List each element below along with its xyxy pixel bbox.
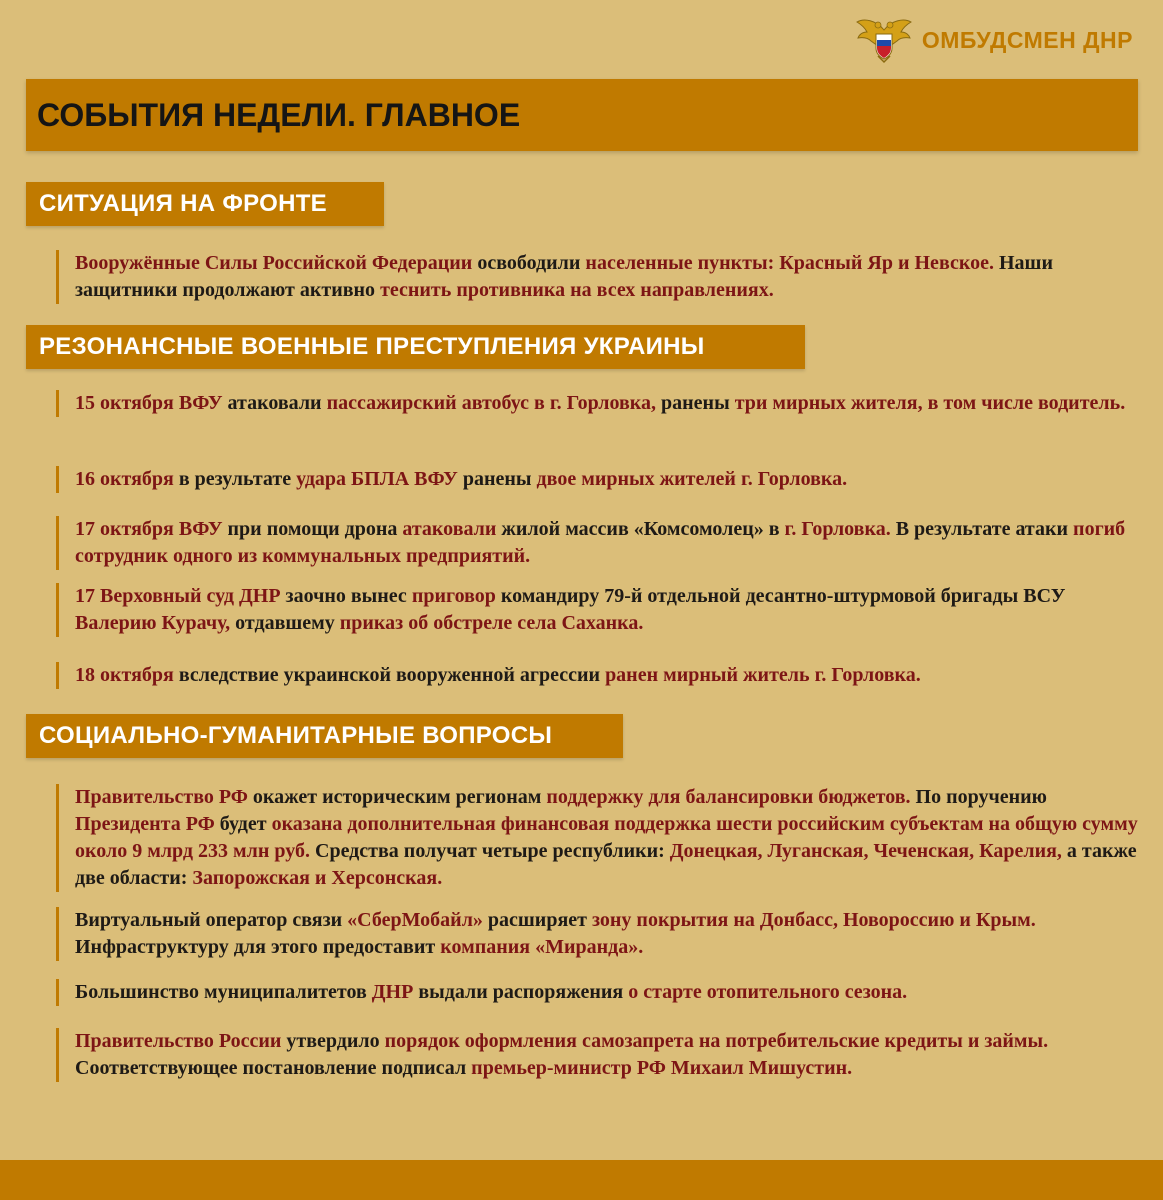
body-text: По поручению [910, 786, 1047, 808]
highlight-text: г. Горловка. [784, 518, 891, 540]
body-text: ранены [457, 468, 537, 490]
highlight-text: поддержку для балансировки бюджетов. [546, 786, 911, 808]
news-item [56, 979, 1146, 1006]
body-text: Большинство муниципалитетов [75, 981, 372, 1003]
body-text: Виртуальный оператор связи [75, 909, 348, 931]
body-text: а также две области: [75, 840, 1137, 889]
highlight-text: приговор [411, 585, 496, 607]
highlight-text: удара БПЛА ВФУ [296, 468, 458, 490]
body-text: Наши защитники продолжают активно [75, 252, 1053, 301]
highlight-text: двое мирных жителей г. Горловка. [536, 468, 848, 490]
highlight-text: о старте отопительного сезона. [628, 981, 908, 1003]
eagle-emblem-icon [856, 16, 912, 64]
highlight-text: Донецкая, Луганская, Чеченская, Карелия, [669, 840, 1062, 862]
highlight-text: населенные пункты: Красный Яр и Невское. [585, 252, 994, 274]
body-text: командиру 79-й отдельной десантно-штурмовой бригады ВСУ [495, 585, 1066, 607]
body-text: при помощи дрона [222, 518, 403, 540]
news-item [56, 583, 1146, 637]
highlight-text: пассажирский автобус в г. Горловка, [326, 392, 657, 414]
body-text: утвердило [281, 1030, 385, 1052]
section-crimes-header [26, 325, 805, 369]
body-text: атаковали [222, 392, 327, 414]
highlight-text: 18 октября [75, 664, 174, 686]
body-text: заочно вынес [280, 585, 412, 607]
highlight-text: компания «Миранда». [440, 936, 644, 958]
highlight-text: Президента РФ [75, 813, 215, 835]
body-text: Инфраструктуру для этого предоставит [75, 936, 441, 958]
highlight-text: приказ об обстреле села Саханка. [339, 612, 644, 634]
section-heading: РЕЗОНАНСНЫЕ ВОЕННЫЕ ПРЕСТУПЛЕНИЯ УКРАИНЫ [39, 333, 705, 360]
body-text: выдали распоряжения [413, 981, 629, 1003]
section-front-header [26, 182, 384, 226]
section-social-header [26, 714, 623, 758]
highlight-text: оказана дополнительная финансовая поддержка шести российским субъектам на общую сумму около 9 млрд 233 млн руб. [75, 813, 1138, 862]
section-heading: СИТУАЦИЯ НА ФРОНТЕ [39, 190, 327, 217]
news-item [56, 662, 1146, 689]
body-text: жилой массив «Комсомолец» в [496, 518, 785, 540]
news-item [56, 466, 1146, 493]
highlight-text: Запорожская и Херсонская. [192, 867, 443, 889]
highlight-text: порядок оформления самозапрета на потребительские кредиты и займы. [384, 1030, 1049, 1052]
highlight-text: 15 октября ВФУ [75, 392, 223, 414]
news-item [56, 784, 1146, 892]
highlight-text: Валерию Курачу, [75, 612, 231, 634]
body-text: освободили [472, 252, 586, 274]
news-item [56, 250, 1146, 304]
brand [856, 16, 1133, 64]
highlight-text: ранен мирный житель г. Горловка. [605, 664, 921, 686]
section-heading: СОЦИАЛЬНО-ГУМАНИТАРНЫЕ ВОПРОСЫ [39, 722, 553, 749]
highlight-text: три мирных жителя, в том числе водитель. [734, 392, 1126, 414]
footer-bar [0, 1160, 1163, 1200]
highlight-text: Правительство РФ [75, 786, 248, 808]
highlight-text: атаковали [402, 518, 497, 540]
main-title-banner [26, 79, 1138, 151]
body-text: Средства получат четыре республики: [310, 840, 670, 862]
body-text: расширяет [482, 909, 592, 931]
body-text: вследствие украинской вооруженной агрессии [173, 664, 606, 686]
highlight-text: «СберМобайл» [347, 909, 483, 931]
body-text: в результате [173, 468, 297, 490]
body-text: отдавшему [230, 612, 340, 634]
highlight-text: 16 октября [75, 468, 174, 490]
page-title: СОБЫТИЯ НЕДЕЛИ. ГЛАВНОЕ [37, 96, 521, 133]
body-text: ранены [656, 392, 735, 414]
body-text: окажет историческим регионам [247, 786, 547, 808]
highlight-text: зону покрытия на Донбасс, Новороссию и Крым. [591, 909, 1036, 931]
highlight-text: 17 октября ВФУ [75, 518, 223, 540]
news-item [56, 1028, 1146, 1082]
highlight-text: ДНР [371, 981, 414, 1003]
brand-name: ОМБУДСМЕН ДНР [921, 26, 1133, 53]
highlight-text: теснить противника на всех направлениях. [380, 279, 774, 301]
news-item [56, 907, 1146, 961]
body-text: Соответствующее постановление подписал [75, 1057, 472, 1079]
highlight-text: премьер-министр РФ Михаил Мишустин. [471, 1057, 853, 1079]
highlight-text: Вооружённые Силы Российской Федерации [75, 252, 473, 274]
highlight-text: 17 Верховный суд ДНР [75, 585, 281, 607]
body-text: В результате атаки [890, 518, 1074, 540]
news-item [56, 516, 1146, 570]
news-item [56, 390, 1146, 417]
body-text: будет [214, 813, 272, 835]
highlight-text: погиб сотрудник одного из коммунальных предприятий. [75, 518, 1126, 567]
highlight-text: Правительство России [75, 1030, 282, 1052]
